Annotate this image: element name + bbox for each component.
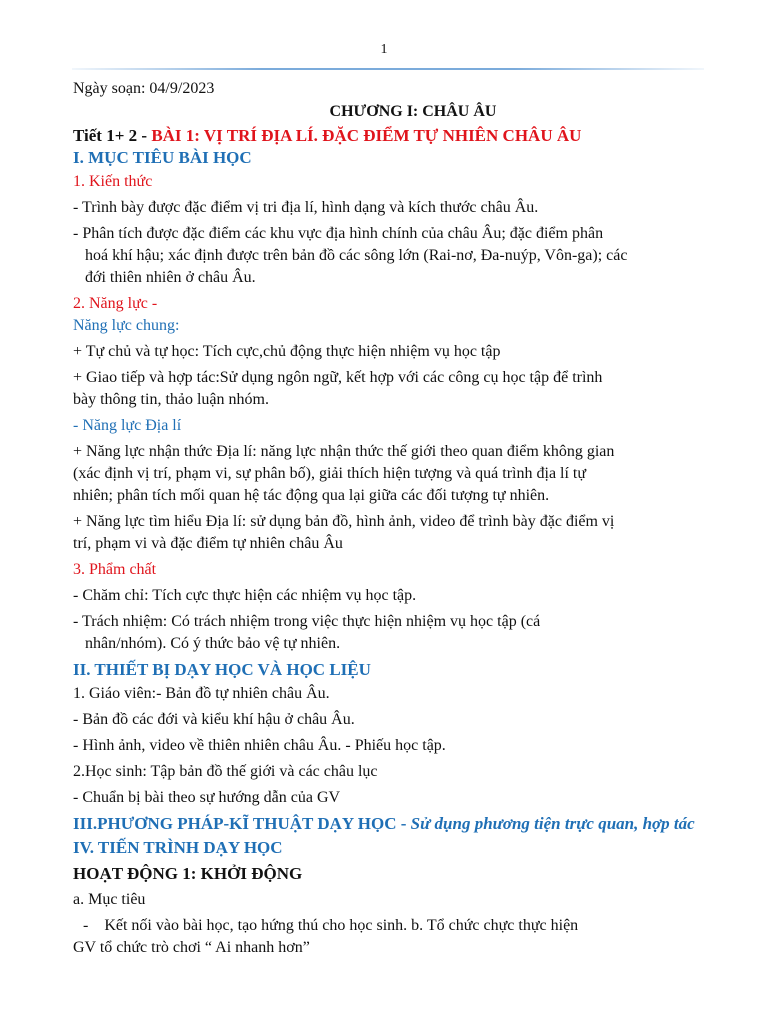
knowledge-line-2c: đới thiên nhiên ở châu Âu. [85, 269, 256, 286]
lesson-prefix: Tiết 1+ 2 - [73, 126, 152, 145]
goal-dash: - [83, 917, 89, 934]
activity-1-heading: HOẠT ĐỘNG 1: KHỞI ĐỘNG [73, 864, 303, 883]
qualities-line-1: - Chăm chỉ: Tích cực thực hiện các nhiệm vụ học tập. [73, 587, 417, 604]
competence-line-2a: + Giao tiếp và hợp tác:Sử dụng ngôn ngữ, kết hợp với các công cụ học tập để trình [73, 369, 603, 386]
competence-line-3b: (xác định vị trí, phạm vi, sự phân bố), giải thích hiện tượng và quá trình địa lí tự [73, 465, 587, 482]
qualities-line-2b: nhân/nhóm). Có ý thức bảo vệ tự nhiên. [85, 635, 341, 652]
competence-line-3c: nhiên; phân tích mối quan hệ tác động qua lại giữa các đối tượng tự nhiên. [73, 487, 550, 504]
competence-line-2b: bày thông tin, thảo luận nhóm. [73, 391, 269, 408]
knowledge-line-2b: hoá khí hậu; xác định được trên bản đồ các sông lớn (Rai-nơ, Đa-nuýp, Vôn-ga); các [85, 247, 628, 264]
date-line: Ngày soạn: 04/9/2023 [73, 80, 215, 97]
lesson-title-line [73, 125, 753, 147]
equipment-line-4: 2.Học sinh: Tập bản đồ thế giới và các châu lục [73, 763, 378, 780]
knowledge-line-2a: - Phân tích được đặc điểm các khu vực địa hình chính của châu Âu; đặc điểm phân [73, 225, 604, 242]
competence-line-4a: + Năng lực tìm hiểu Địa lí: sử dụng bản đồ, hình ảnh, video để trình bày đặc điểm vị [73, 513, 615, 530]
chapter-title: CHƯƠNG I: CHÂU ÂU [329, 103, 497, 120]
goal-line [73, 915, 753, 937]
subsection-qualities: 3. Phẩm chất [73, 561, 157, 578]
page-number: 1 [380, 42, 388, 57]
equipment-line-3: - Hình ảnh, video về thiên nhiên châu Âu. - Phiếu học tập. [73, 737, 446, 754]
section-3-detail: Sử dụng phương tiện trực quan, hợp tác [410, 814, 695, 833]
section-3-heading: III.PHƯƠNG PHÁP-KĨ THUẬT DẠY HỌC - [73, 814, 411, 833]
subsection-competence: 2. Năng lực - [73, 295, 158, 312]
section-3-heading-line [73, 813, 753, 835]
equipment-line-2: - Bản đồ các đới và kiểu khí hậu ở châu Âu. [73, 711, 355, 728]
document-body [73, 76, 753, 959]
subsection-knowledge: 1. Kiến thức [73, 173, 153, 190]
equipment-line-1: 1. Giáo viên:- Bản đồ tự nhiên châu Âu. [73, 685, 330, 702]
equipment-line-5: - Chuẩn bị bài theo sự hướng dẫn của GV [73, 789, 341, 806]
geo-competence-label: - Năng lực Địa lí [73, 417, 182, 434]
competence-line-1: + Tự chủ và tự học: Tích cực,chủ động thực hiện nhiệm vụ học tập [73, 343, 501, 360]
goal-text: Kết nối vào bài học, tạo hứng thú cho học sinh. b. Tổ chức chực thực hiện [104, 917, 579, 934]
competence-line-3a: + Năng lực nhận thức Địa lí: năng lực nhận thức thế giới theo quan điểm không gian [73, 443, 615, 460]
knowledge-line-1: - Trình bày được đặc điểm vị tri địa lí, hình dạng và kích thước châu Âu. [73, 199, 539, 216]
goal-label: a. Mục tiêu [73, 891, 146, 908]
lesson-title: BÀI 1: VỊ TRÍ ĐỊA LÍ. ĐẶC ĐIỂM TỰ NHIÊN CHÂU ÂU [151, 126, 582, 145]
general-competence-label: Năng lực chung: [73, 317, 180, 334]
section-4-heading: IV. TIẾN TRÌNH DẠY HỌC [73, 838, 283, 857]
qualities-line-2a: - Trách nhiệm: Có trách nhiệm trong việc thực hiện nhiệm vụ học tập (cá [73, 613, 541, 630]
header-rule [72, 68, 704, 70]
section-1-heading: I. MỤC TIÊU BÀI HỌC [73, 148, 252, 167]
competence-line-4b: trí, phạm vi và đặc điểm tự nhiên châu Âu [73, 535, 343, 552]
section-2-heading: II. THIẾT BỊ DẠY HỌC VÀ HỌC LIỆU [73, 660, 371, 679]
gv-line: GV tổ chức trò chơi “ Ai nhanh hơn” [73, 939, 310, 956]
